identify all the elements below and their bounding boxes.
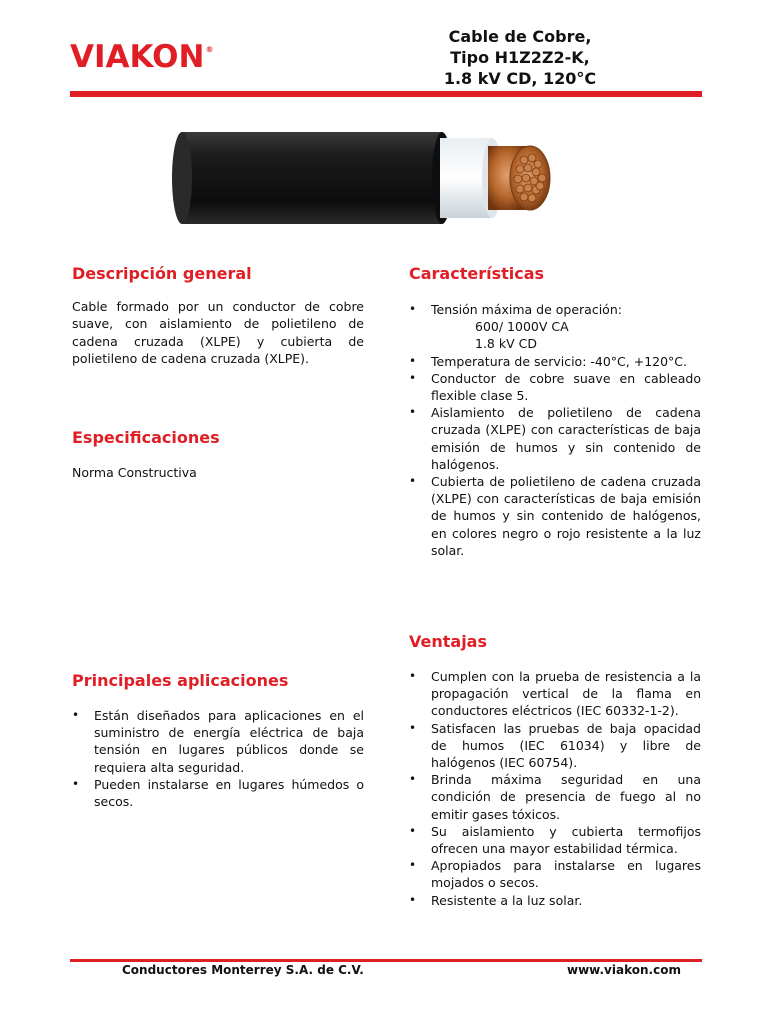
list-item: • Cubierta de polietileno de cadena cruzada (XLPE) con características de baja emisión de humos y sin contenido de halógenos, en colores negro o rojo resistente a la luz solar. — [409, 473, 701, 559]
especificaciones-heading: Especificaciones — [72, 428, 220, 447]
list-item: • Apropiados para instalarse en lugares mojados o secos. — [409, 857, 701, 891]
product-title — [420, 26, 620, 89]
list-item: • Satisfacen las pruebas de baja opacidad de humos (IEC 61034) y libre de halógenos (IEC 60754). — [409, 720, 701, 772]
footer-rule — [70, 959, 702, 962]
footer-website[interactable]: www.viakon.com — [567, 963, 681, 977]
list-item: • Su aislamiento y cubierta termofijos ofrecen una mayor estabilidad térmica. — [409, 823, 701, 857]
copper-conductor — [488, 146, 550, 210]
caracteristicas-heading: Características — [409, 264, 545, 283]
aplicaciones-heading: Principales aplicaciones — [72, 671, 289, 690]
list-item: • Están diseñados para aplicaciones en el suministro de energía eléctrica de baja tensión en lugares públicos donde se requiera alta seguridad. — [72, 707, 364, 776]
especificaciones-text: Norma Constructiva — [72, 465, 197, 480]
ventajas-heading: Ventajas — [409, 632, 487, 651]
list-item: • Brinda máxima seguridad en una condición de presencia de fuego al no emitir gases tóxicos. — [409, 771, 701, 823]
title-line-1: Cable de Cobre, — [448, 27, 592, 46]
ventajas-list — [409, 668, 701, 909]
list-item — [409, 301, 701, 353]
list-item: • Aislamiento de polietileno de cadena cruzada (XLPE) con características de baja emisión de humos y sin contenido de halógenos. — [409, 404, 701, 473]
descripcion-text: Cable formado por un conductor de cobre suave, con aislamiento de polietileno de cadena cruzada (XLPE) y cubierta de polietileno de cadena cruzada (XLPE). — [72, 299, 364, 366]
tension-value-dc: 1.8 kV CD — [475, 336, 537, 352]
aplicaciones-list — [72, 707, 364, 810]
tension-label: Tensión máxima de operación: — [431, 302, 622, 317]
viakon-logo: VIAKON® — [70, 39, 214, 75]
cable-jacket — [172, 132, 452, 224]
list-item: • Cumplen con la prueba de resistencia a la propagación vertical de la flama en conductores eléctricos (IEC 60332-1-2). — [409, 668, 701, 720]
tension-value-ac: 600/ 1000V CA — [475, 319, 569, 335]
cable-illustration — [170, 128, 570, 228]
list-item: • Temperatura de servicio: -40°C, +120°C. — [409, 353, 701, 370]
header-rule — [70, 91, 702, 97]
title-line-2: Tipo H1Z2Z2-K, — [450, 48, 590, 67]
caracteristicas-list — [409, 301, 701, 559]
title-line-3: 1.8 kV CD, 120°C — [443, 69, 597, 88]
list-item: • Resistente a la luz solar. — [409, 892, 701, 909]
footer-company: Conductores Monterrey S.A. de C.V. — [122, 963, 364, 977]
list-item: • Conductor de cobre suave en cableado flexible clase 5. — [409, 370, 701, 404]
descripcion-heading: Descripción general — [72, 264, 252, 283]
list-item: • Pueden instalarse en lugares húmedos o secos. — [72, 776, 364, 810]
